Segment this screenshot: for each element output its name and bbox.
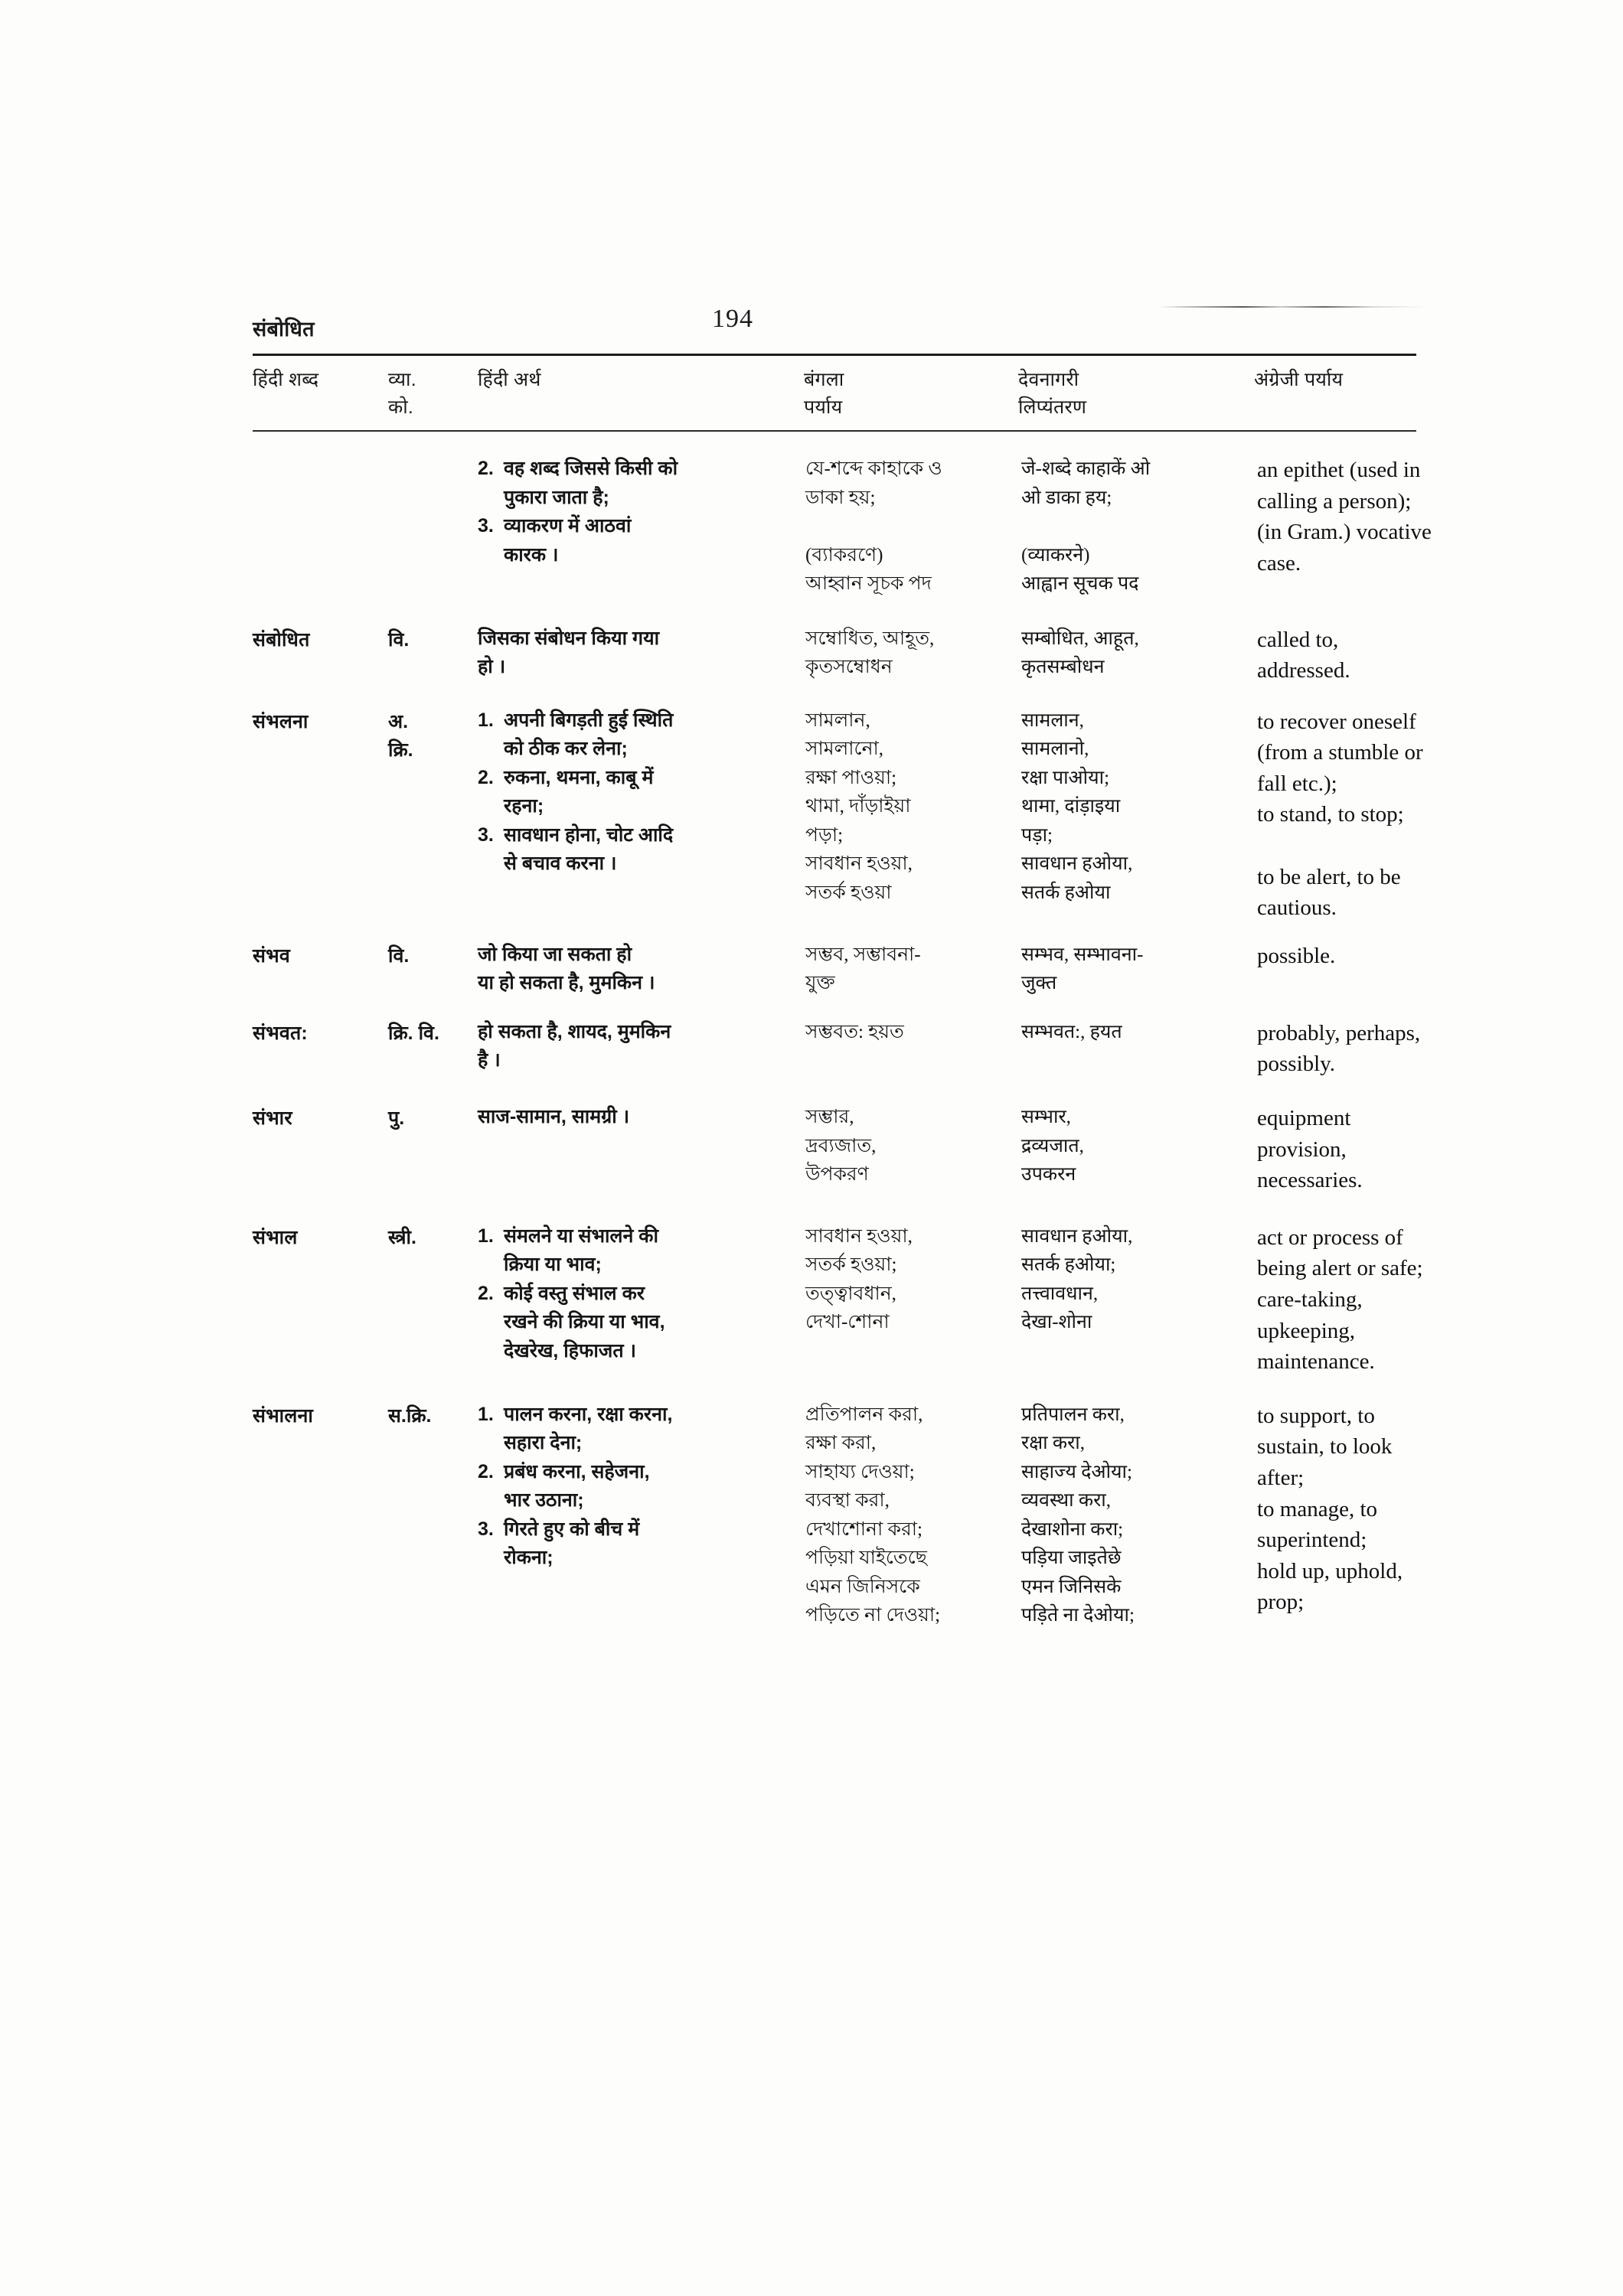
entry-bangla-equivalent: [804, 706, 1018, 908]
entry-grammar-code: [387, 455, 475, 456]
entry-bangla-line: [805, 512, 1018, 541]
column-header-english-equivalent: अंग्रेजी पर्याय: [1254, 369, 1344, 390]
column-header-grammar-code-line1: व्या.: [388, 369, 416, 390]
entry-sense-line: पालन करना, रक्षा करना,: [504, 1403, 673, 1425]
entry-bangla-line: পড়িতে না দেওয়া;: [805, 1605, 941, 1626]
entry-sense-line: सावधान होना, चोट आदि: [504, 823, 674, 846]
entry-devanagari-transliteration: [1018, 1018, 1248, 1047]
entry-sense-number: 1.: [478, 709, 494, 731]
entry-sense: [478, 512, 799, 569]
entry-english-line: superintend;: [1257, 1528, 1367, 1553]
entry-english-equivalent: [1248, 941, 1540, 972]
entry-devanagari-line: जे-शब्दे काहाकें ओ: [1021, 458, 1151, 479]
entry-english-line: (in Gram.) vocative: [1257, 520, 1432, 545]
entry-bangla-line: সতর্ক হওয়া: [805, 882, 892, 903]
entry-sense-line: सहारा देना;: [504, 1432, 583, 1454]
entry-english-line: fall etc.);: [1257, 771, 1337, 796]
entry-bangla-line: সম্ভবত: হয়ত: [805, 1021, 904, 1042]
entry-sense-line: वह शब्द जिससे किसी को: [504, 458, 678, 479]
entry-english-line: to be alert, to be: [1257, 864, 1401, 889]
entry-sense-number: 3.: [478, 1518, 494, 1540]
entry-hindi-meaning: [475, 625, 804, 682]
entry-devanagari-line: रक्षा पाओया;: [1021, 767, 1110, 788]
entry-sense-line: व्याकरण में आठवां: [504, 515, 632, 536]
entry-sense-line: अपनी बिगड़ती हुई स्थिति: [504, 709, 674, 731]
entry-english-line: [1257, 830, 1540, 862]
entry-bangla-equivalent: [804, 625, 1018, 682]
entry-bangla-line: রক্ষা পাওয়া;: [805, 767, 897, 788]
entry-devanagari-line: उपकरन: [1021, 1164, 1076, 1186]
entry-headword: संबोधित: [253, 628, 310, 651]
entry-sense-line: है ।: [478, 1049, 501, 1071]
entry-headword: संभलना: [253, 710, 309, 732]
entry-sense: [478, 1515, 799, 1573]
entry-hindi-meaning: [475, 1103, 804, 1132]
entry-grammar-code: पु.: [388, 1107, 405, 1130]
entry-english-equivalent: [1248, 706, 1540, 924]
entry-devanagari-line: द्रव्यजात,: [1021, 1135, 1084, 1156]
entry-sense: [478, 1280, 799, 1366]
entry-devanagari-line: ओ डाका हय;: [1021, 487, 1112, 508]
entry-sense-number: 3.: [478, 823, 494, 846]
entry-sense-text: [504, 764, 799, 821]
entry-english-line: to recover oneself: [1257, 709, 1416, 734]
entry-sense-text: [478, 1018, 799, 1075]
entry-devanagari-line: सम्भार,: [1021, 1107, 1071, 1128]
entry-bangla-line: ডাকা হয়;: [805, 487, 876, 508]
entry-english-equivalent: [1248, 1401, 1540, 1618]
entry-english-equivalent: [1248, 625, 1540, 687]
entry-bangla-line: উপকরণ: [805, 1164, 869, 1186]
entry-bangla-equivalent: [804, 1018, 1018, 1047]
entry-devanagari-line: [1021, 512, 1248, 541]
entry-bangla-line: (ব্যাকরণে): [805, 544, 883, 566]
entry-devanagari-transliteration: [1018, 1222, 1248, 1337]
entry-bangla-line: দেখা-শোনা: [805, 1312, 890, 1333]
entry-bangla-line: সম্বোধিত, আহূত,: [805, 628, 935, 649]
dictionary-entry: [253, 1222, 1423, 1378]
entry-english-line: being alert or safe;: [1257, 1256, 1423, 1281]
entry-headword: संभालना: [253, 1404, 314, 1427]
entry-devanagari-transliteration: [1018, 941, 1248, 998]
entry-devanagari-line: सावधान हओया,: [1021, 853, 1133, 875]
entry-sense: [478, 764, 799, 821]
entry-sense-line: प्रबंध करना, सहेजना,: [504, 1460, 650, 1482]
entry-gap: [253, 1378, 1416, 1401]
entry-devanagari-line: कृतसम्बोधन: [1021, 657, 1105, 677]
dictionary-entry: [253, 1103, 1416, 1196]
entry-sense-line: हो सकता है, शायद, मुमकिन: [478, 1020, 671, 1042]
entry-devanagari-line: देखा-शोना: [1021, 1312, 1092, 1333]
entry-bangla-line: থামা, দাঁড়াইয়া: [805, 796, 911, 817]
entry-english-line: addressed.: [1257, 658, 1350, 683]
entry-gap: [253, 1080, 1416, 1103]
entry-bangla-line: যে-শব্দে কাহাকে ও: [805, 458, 942, 479]
entry-english-line: hold up, uphold,: [1257, 1558, 1403, 1583]
page-number: 194: [712, 305, 753, 333]
entry-english-line: possibly.: [1257, 1052, 1336, 1077]
entry-bangla-line: ব্যবস্থা করা,: [805, 1490, 890, 1512]
entry-sense-text: [504, 1222, 799, 1280]
dictionary-entry: [253, 455, 1432, 598]
dictionary-page-content: [253, 305, 1432, 1630]
entry-sense-text: [504, 512, 799, 569]
column-header-devanagari-transliteration: [1018, 356, 1248, 430]
column-header-bangla-equivalent: [804, 356, 1018, 430]
entry-grammar-code: वि.: [388, 628, 410, 651]
entry-bangla-line: প্রতিপালন করা,: [805, 1404, 923, 1425]
entry-english-equivalent: [1248, 1018, 1540, 1080]
entry-bangla-line: পড়া;: [805, 824, 844, 846]
entry-english-line: to manage, to: [1257, 1496, 1378, 1521]
column-header-grammar-code: [387, 356, 475, 430]
entry-gap: [253, 687, 1416, 706]
entry-bangla-line: সামলানো,: [805, 739, 883, 760]
entry-sense: [478, 821, 799, 879]
entry-bangla-equivalent: [804, 1222, 1018, 1337]
entry-sense-text: [478, 1103, 799, 1132]
entry-hindi-meaning: [475, 1018, 804, 1075]
entry-devanagari-transliteration: [1018, 1103, 1248, 1189]
entry-bangla-equivalent: [804, 455, 1018, 598]
entry-sense-text: [504, 1515, 799, 1573]
entry-sense-line: रुकना, थमना, काबू में: [504, 766, 654, 788]
entry-bangla-equivalent: [804, 941, 1018, 998]
entry-grammar-code: स्त्री.: [388, 1226, 416, 1248]
entry-sense-text: [504, 455, 799, 512]
column-header-bangla-line2: पर्याय: [804, 396, 843, 418]
entry-headword: संभव: [253, 944, 290, 967]
entry-sense: [478, 1018, 799, 1075]
entry-english-line: upkeeping,: [1257, 1318, 1356, 1343]
scan-artifact-line: [1158, 306, 1425, 308]
entry-sense-number: 2.: [478, 1460, 494, 1482]
entry-bangla-line: কৃতসম্বোধন: [805, 657, 893, 677]
entry-devanagari-transliteration: [1018, 706, 1248, 908]
entry-english-line: (from a stumble or: [1257, 740, 1423, 765]
entry-devanagari-transliteration: [1018, 1401, 1248, 1630]
entry-english-line: called to,: [1257, 627, 1339, 652]
dictionary-entry: [253, 1018, 1421, 1080]
entry-sense-text: [504, 1280, 799, 1366]
entry-sense-line: गिरते हुए को बीच में: [504, 1518, 640, 1540]
header-gap: [253, 432, 1416, 455]
entry-sense-line: साज-सामान, सामग्री ।: [478, 1106, 630, 1128]
entry-devanagari-line: पड़िते ना देओया;: [1021, 1605, 1135, 1626]
entry-english-line: prop;: [1257, 1590, 1305, 1615]
entry-english-line: necessaries.: [1257, 1168, 1363, 1193]
entry-sense-number: 2.: [478, 458, 494, 479]
entry-devanagari-line: सतर्क हओया: [1021, 882, 1111, 903]
entry-english-line: act or process of: [1257, 1225, 1403, 1250]
dictionary-entry-list: [253, 455, 1432, 1630]
entry-hindi-meaning: [475, 1401, 804, 1573]
column-header-hindi-word: हिंदी शब्द: [253, 369, 319, 390]
entry-devanagari-line: सामलानो,: [1021, 739, 1089, 760]
entry-sense-text: [504, 1401, 799, 1458]
entry-bangla-line: যুক্ত: [805, 973, 835, 994]
entry-sense-line: जो किया जा सकता हो: [478, 943, 632, 965]
entry-sense-line: क्रिया या भाव;: [504, 1254, 602, 1276]
entry-sense-number: 1.: [478, 1225, 494, 1247]
entry-sense-number: 2.: [478, 1282, 494, 1304]
entry-sense-line: रहना;: [504, 795, 544, 817]
entry-gap: [253, 1196, 1416, 1222]
entry-english-line: equipment: [1257, 1106, 1351, 1131]
entry-grammar-code: वि.: [388, 944, 410, 967]
entry-sense: [478, 941, 799, 998]
column-header-grammar-code-line2: को.: [388, 396, 414, 418]
entry-bangla-line: পড়িয়া যাইতেছে: [805, 1548, 927, 1569]
dictionary-entry: [253, 1401, 1416, 1630]
entry-english-line: to support, to: [1257, 1403, 1375, 1428]
entry-english-line: an epithet (used in: [1257, 458, 1421, 482]
entry-sense-line: कोई वस्तु संभाल कर: [504, 1282, 645, 1304]
column-header-devanagari-line1: देवनागरी: [1018, 369, 1079, 390]
entry-sense-text: [504, 706, 799, 764]
entry-devanagari-line: थामा, दांड़ाइया: [1021, 796, 1121, 817]
entry-grammar-code-line: अ.: [388, 710, 409, 732]
entry-sense-line: जिसका संबोधन किया गया: [478, 627, 660, 649]
entry-english-line: sustain, to look: [1257, 1434, 1393, 1459]
entry-english-line: care-taking,: [1257, 1287, 1363, 1312]
entry-devanagari-line: सम्भवत:, हयत: [1021, 1021, 1122, 1042]
entry-sense-line: भार उठाना;: [504, 1489, 584, 1512]
entry-devanagari-transliteration: [1018, 455, 1248, 598]
entry-sense-line: संमलने या संभालने की: [504, 1225, 658, 1247]
entry-english-equivalent: [1248, 1222, 1540, 1378]
entry-english-line: after;: [1257, 1465, 1305, 1490]
running-head: संबोधित: [253, 318, 315, 341]
entry-devanagari-line: पड़ा;: [1021, 824, 1053, 846]
entry-sense-line: हो ।: [478, 656, 506, 677]
entry-devanagari-line: तत्त्वावधान,: [1021, 1283, 1099, 1304]
entry-sense-number: 2.: [478, 766, 494, 788]
entry-english-line: case.: [1257, 550, 1301, 576]
entry-sense: [478, 625, 799, 682]
dictionary-entry: [253, 625, 1416, 687]
entry-bangla-equivalent: [804, 1401, 1018, 1630]
entry-devanagari-transliteration: [1018, 625, 1248, 682]
entry-devanagari-line: व्यवस्था करा,: [1021, 1490, 1112, 1512]
entry-english-line: probably, perhaps,: [1257, 1020, 1421, 1045]
entry-gap: [253, 598, 1416, 625]
entry-hindi-meaning: [475, 941, 804, 998]
entry-devanagari-line: रक्षा करा,: [1021, 1433, 1086, 1454]
entry-sense-line: पुकारा जाता है;: [504, 486, 609, 508]
entry-bangla-line: সামলান,: [805, 709, 870, 731]
entry-gap: [253, 998, 1416, 1018]
column-header-devanagari-line2: लिप्यंतरण: [1018, 396, 1087, 418]
entry-bangla-line: এমন জিনিসকে: [805, 1576, 920, 1597]
entry-english-equivalent: [1248, 1103, 1540, 1196]
entry-bangla-line: দেখাশোনা করা;: [805, 1518, 923, 1540]
column-header-hindi-meaning: हिंदी अर्थ: [478, 369, 541, 390]
entry-bangla-line: সতর্ক হওয়া;: [805, 1254, 897, 1276]
entry-hindi-meaning: [475, 1222, 804, 1366]
dictionary-entry: [253, 706, 1423, 924]
entry-english-line: provision,: [1257, 1137, 1347, 1162]
entry-devanagari-line: पड़िया जाइतेछे: [1021, 1548, 1122, 1569]
entry-sense-text: [478, 941, 799, 998]
entry-sense: [478, 706, 799, 764]
entry-devanagari-line: देखाशोना करा;: [1021, 1518, 1124, 1540]
entry-sense-line: रोकना;: [504, 1547, 554, 1569]
entry-sense: [478, 1222, 799, 1280]
entry-english-line: calling a person);: [1257, 488, 1412, 514]
entry-bangla-equivalent: [804, 1103, 1018, 1189]
entry-english-equivalent: [1248, 455, 1540, 579]
column-header-bangla-line1: बंगला: [804, 369, 844, 390]
entry-devanagari-line: सम्बोधित, आहूत,: [1021, 628, 1139, 649]
table-column-headers: [253, 356, 1416, 430]
entry-bangla-line: সম্ভার,: [805, 1107, 854, 1128]
entry-devanagari-line: सतर्क हओया;: [1021, 1254, 1116, 1276]
entry-devanagari-line: सम्भव, सम्भावना-: [1021, 944, 1144, 965]
entry-sense-line: कारक ।: [504, 543, 559, 566]
entry-english-line: cautious.: [1257, 895, 1337, 921]
entry-bangla-line: রক্ষা করা,: [805, 1433, 877, 1454]
entry-devanagari-line: (व्याकरने): [1021, 544, 1090, 566]
entry-devanagari-line: सावधान हओया,: [1021, 1225, 1133, 1247]
page-header: [253, 305, 1416, 354]
entry-bangla-line: দ্রব্যজাত,: [805, 1135, 877, 1156]
entry-devanagari-line: साहाज्य देओया;: [1021, 1461, 1132, 1482]
entry-sense: [478, 1401, 799, 1458]
entry-headword: संभवत:: [253, 1022, 308, 1044]
entry-bangla-line: তত্ত্বাবধান,: [805, 1283, 896, 1304]
entry-headword: संभाल: [253, 1226, 298, 1248]
entry-devanagari-line: सामलान,: [1021, 709, 1084, 731]
entry-bangla-line: সম্ভব, সম্ভাবনা-: [805, 944, 921, 965]
entry-english-line: to stand, to stop;: [1257, 802, 1404, 827]
dictionary-entry: [253, 941, 1416, 998]
entry-sense: [478, 1458, 799, 1515]
entry-devanagari-line: एमन जिनिसके: [1021, 1576, 1122, 1597]
entry-sense: [478, 455, 799, 512]
entry-hindi-meaning: [475, 455, 804, 569]
entry-devanagari-line: प्रतिपालन करा,: [1021, 1404, 1125, 1425]
entry-sense-line: रखने की क्रिया या भाव,: [504, 1311, 665, 1333]
entry-bangla-line: সাবধান হওয়া,: [805, 853, 913, 875]
entry-sense-text: [504, 1458, 799, 1515]
entry-sense-text: [478, 625, 799, 682]
entry-devanagari-line: आह्वान सूचक पद: [1021, 573, 1139, 594]
entry-english-line: maintenance.: [1257, 1349, 1375, 1375]
entry-sense-line: को ठीक कर लेना;: [504, 738, 628, 760]
entry-bangla-line: সাহায্য দেওয়া;: [805, 1461, 915, 1482]
entry-devanagari-line: जुक्त: [1021, 973, 1057, 994]
entry-headword: संभार: [253, 1107, 292, 1130]
entry-sense-line: या हो सकता है, मुमकिन ।: [478, 972, 655, 994]
entry-bangla-line: আহ্বান সূচক পদ: [805, 573, 932, 594]
entry-sense-line: से बचाव करना ।: [504, 853, 617, 875]
entry-grammar-code: स.क्रि.: [388, 1404, 432, 1427]
entry-grammar-code: [387, 706, 475, 765]
entry-hindi-meaning: [475, 706, 804, 879]
entry-sense-line: देखरेख, हिफाजत ।: [504, 1339, 637, 1362]
entry-sense-text: [504, 821, 799, 879]
entry-bangla-line: সাবধান হওয়া,: [805, 1225, 913, 1247]
entry-sense-number: 3.: [478, 515, 494, 536]
entry-grammar-code-line: क्रि.: [388, 739, 413, 762]
entry-grammar-code: क्रि. वि.: [388, 1022, 439, 1044]
entry-sense-number: 1.: [478, 1403, 494, 1425]
entry-headword: [253, 455, 387, 456]
entry-english-line: possible.: [1257, 943, 1336, 968]
entry-sense: [478, 1103, 799, 1132]
entry-gap: [253, 924, 1416, 941]
